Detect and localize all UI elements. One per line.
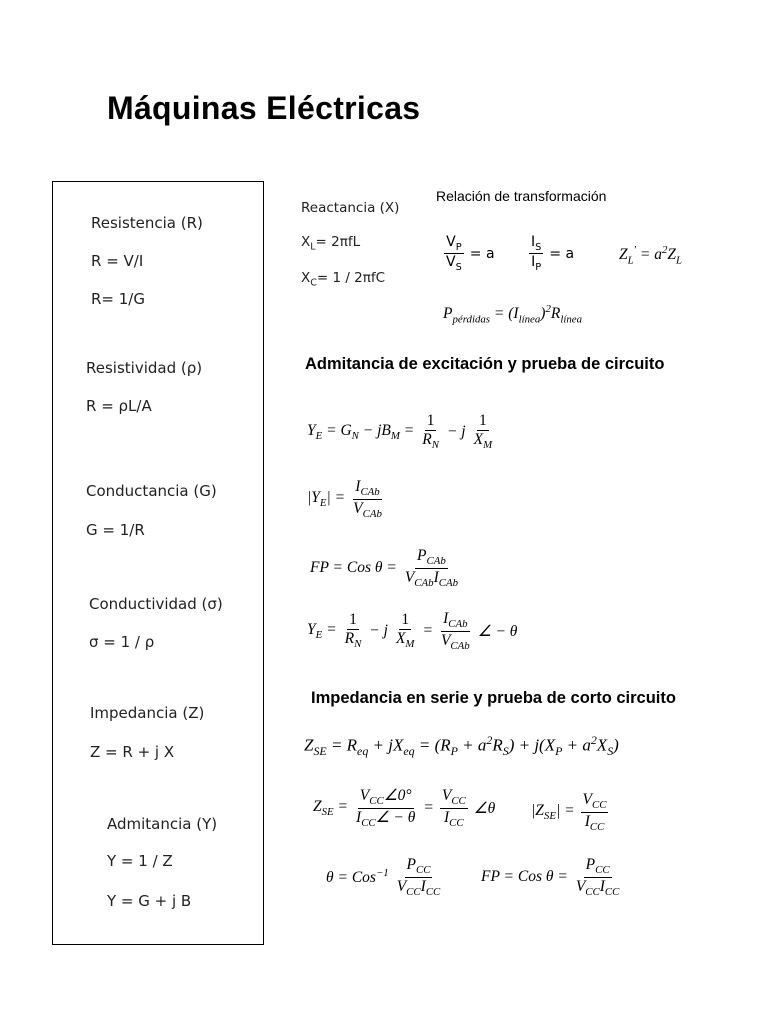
resistencia-formula-2: R= 1/G <box>91 290 145 308</box>
conductancia-formula: G = 1/R <box>86 521 145 539</box>
relacion-impedance-formula: $Z_L' = a^2Z_L$ <box>619 244 683 267</box>
admitancia-formula-2: Y = G + j B <box>107 892 192 910</box>
admitancia-section-heading: Admitancia de excitación y prueba de circuito <box>305 355 665 373</box>
admitancia-title: Admitancia (Y) <box>107 815 218 833</box>
zse-magnitude-formula: $|Z_{SE}|$ = $\frac{V_{CC}}{I_{CC}}$ <box>531 791 607 833</box>
impedancia-formula: Z = R + j X <box>90 743 175 761</box>
conductividad-formula: σ = 1 / ρ <box>89 633 155 651</box>
conductividad-title: Conductividad (σ) <box>89 595 223 613</box>
relacion-voltage-formula: $\frac{V_P}{V_S}$ = a <box>446 234 495 273</box>
conductancia-title: Conductancia (G) <box>86 482 217 500</box>
reactancia-title: Reactancia (X) <box>301 200 400 216</box>
ye-formula: $Y_E = G_N - jB_M$ = $\frac{1}{R_N}$ − j $\frac{1}{X_M}$ <box>307 412 493 451</box>
resistencia-formula-1: R = V/I <box>91 252 144 270</box>
theta-formula: θ = Cos$^{-1}$ $\frac{P_{CC}}{V_{CC}I_{CC}}$ <box>326 856 441 898</box>
ye-angle-formula: $Y_E$ = $\frac{1}{R_N}$ − j $\frac{1}{X_M}$ = $\frac{I_{CAb}}{V_{CAb}}$ ∠ − θ <box>307 610 518 652</box>
impedancia-title: Impedancia (Z) <box>90 704 205 722</box>
admitancia-formula-1: Y = 1 / Z <box>107 852 173 870</box>
page-title: Máquinas Eléctricas <box>107 90 421 126</box>
relacion-current-formula: $\frac{I_S}{I_P}$ = a <box>531 234 575 273</box>
reactancia-xl: $X_L= 2\pi fL$ <box>301 234 361 253</box>
reactancia-xc: $X_C= 1 / 2\pi fC$ <box>301 270 386 289</box>
impedancia-section-heading: Impedancia en serie y prueba de corto circuito <box>311 689 676 707</box>
perdidas-formula: $P_{pérdidas} = (I_{línea})^2R_{línea}$ <box>443 303 583 326</box>
resistividad-formula: R = ρL/A <box>86 397 152 415</box>
ye-magnitude-formula: $|Y_E|$ = $\frac{I_{CAb}}{V_{CAb}}$ <box>307 478 382 520</box>
relacion-title: Relación de transformación <box>436 188 607 204</box>
fp-formula: FP = Cos θ = $\frac{P_{CAb}}{V_{CAb}I_{CAb}}$ <box>310 547 459 589</box>
resistividad-title: Resistividad (ρ) <box>86 359 203 377</box>
resistencia-title: Resistencia (R) <box>91 214 203 232</box>
zse-formula: $Z_{SE} = R_{eq} + jX_{eq} = (R_P + a^2R_S) + j(X_P + a^2X_S)$ <box>304 733 619 759</box>
fp-cc-formula: FP = Cos θ = $\frac{P_{CC}}{V_{CC}I_{CC}}$ <box>481 856 620 898</box>
zse-angle-formula: $Z_{SE}$ = $\frac{V_{CC}\angle 0^\circ}{I_{CC}\angle - \theta}$ = $\frac{V_{CC}}{I_{CC}}$ ∠θ <box>313 787 496 829</box>
